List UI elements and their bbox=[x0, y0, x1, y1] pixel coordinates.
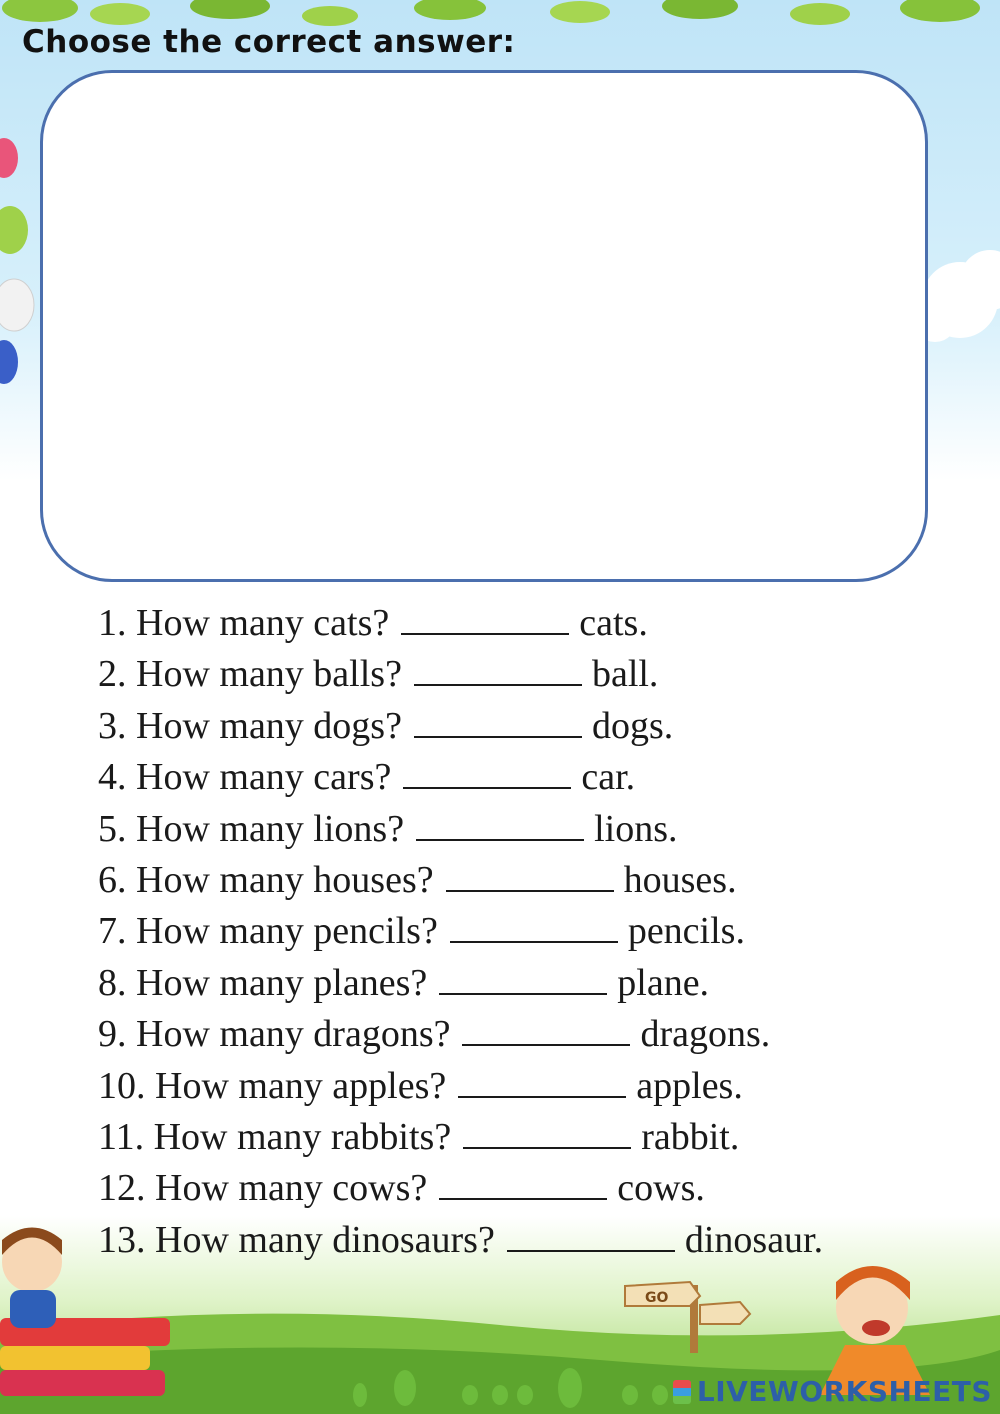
question-prompt: 10. How many apples? bbox=[98, 1064, 447, 1107]
question-prompt: 9. How many dragons? bbox=[98, 1013, 451, 1056]
question-item bbox=[98, 1163, 823, 1214]
question-item bbox=[98, 1061, 823, 1112]
question-item bbox=[98, 1112, 823, 1163]
question-item bbox=[98, 1215, 823, 1266]
books-illustration bbox=[0, 1318, 170, 1396]
question-prompt: 2. How many balls? bbox=[98, 653, 402, 696]
question-unit: ball. bbox=[591, 653, 659, 696]
question-unit: plane. bbox=[617, 961, 710, 1004]
answer-blank[interactable] bbox=[507, 1216, 675, 1252]
answer-blank[interactable] bbox=[403, 753, 571, 789]
girl-reading-illustration bbox=[2, 1228, 62, 1329]
answer-blank[interactable] bbox=[414, 650, 582, 686]
answer-blank[interactable] bbox=[446, 856, 614, 892]
question-item bbox=[98, 701, 823, 752]
question-unit: apples. bbox=[636, 1064, 743, 1107]
question-item bbox=[98, 855, 823, 906]
liveworksheets-logo[interactable] bbox=[673, 1375, 992, 1408]
question-prompt: 7. How many pencils? bbox=[98, 910, 438, 953]
logo-text: LIVEWORKSHEETS bbox=[696, 1375, 992, 1408]
answer-blank[interactable] bbox=[462, 1010, 630, 1046]
question-prompt: 1. How many cats? bbox=[98, 602, 390, 644]
balloons-left bbox=[0, 138, 34, 384]
question-prompt: 4. How many cars? bbox=[98, 756, 392, 799]
question-unit: dragons. bbox=[640, 1013, 771, 1056]
question-prompt: 6. How many houses? bbox=[98, 858, 434, 901]
question-item bbox=[98, 906, 823, 957]
answer-blank[interactable] bbox=[458, 1062, 626, 1098]
question-unit: cats. bbox=[579, 602, 648, 644]
question-prompt: 8. How many planes? bbox=[98, 961, 428, 1004]
question-prompt: 5. How many lions? bbox=[98, 807, 405, 850]
answer-blank[interactable] bbox=[463, 1113, 631, 1149]
answer-blank[interactable] bbox=[401, 599, 569, 635]
question-item bbox=[98, 649, 823, 700]
answer-blank[interactable] bbox=[439, 1164, 607, 1200]
question-item bbox=[98, 958, 823, 1009]
answer-blank[interactable] bbox=[439, 959, 607, 995]
question-unit: rabbit. bbox=[641, 1115, 740, 1158]
picture-frame bbox=[40, 70, 928, 582]
question-item bbox=[98, 598, 823, 649]
question-item bbox=[98, 1009, 823, 1060]
answer-blank[interactable] bbox=[450, 907, 618, 943]
question-item bbox=[98, 752, 823, 803]
question-unit: lions. bbox=[594, 807, 678, 850]
signpost-label: GO bbox=[645, 1290, 669, 1306]
question-prompt: 13. How many dinosaurs? bbox=[98, 1218, 495, 1261]
logo-mark-icon bbox=[673, 1380, 691, 1404]
question-item bbox=[98, 804, 823, 855]
question-unit: houses. bbox=[623, 858, 737, 901]
question-unit: cows. bbox=[617, 1167, 705, 1210]
question-prompt: 12. How many cows? bbox=[98, 1167, 428, 1210]
worksheet-title: Choose the correct answer: bbox=[22, 24, 516, 60]
question-unit: dinosaur. bbox=[684, 1218, 824, 1261]
answer-blank[interactable] bbox=[416, 805, 584, 841]
question-unit: pencils. bbox=[627, 910, 745, 953]
question-prompt: 11. How many rabbits? bbox=[98, 1115, 452, 1158]
question-unit: dogs. bbox=[591, 704, 674, 747]
answer-blank[interactable] bbox=[414, 702, 582, 738]
question-prompt: 3. How many dogs? bbox=[98, 704, 402, 747]
leaf-border-top bbox=[2, 0, 980, 26]
question-list bbox=[98, 598, 823, 1266]
question-unit: car. bbox=[581, 756, 636, 799]
